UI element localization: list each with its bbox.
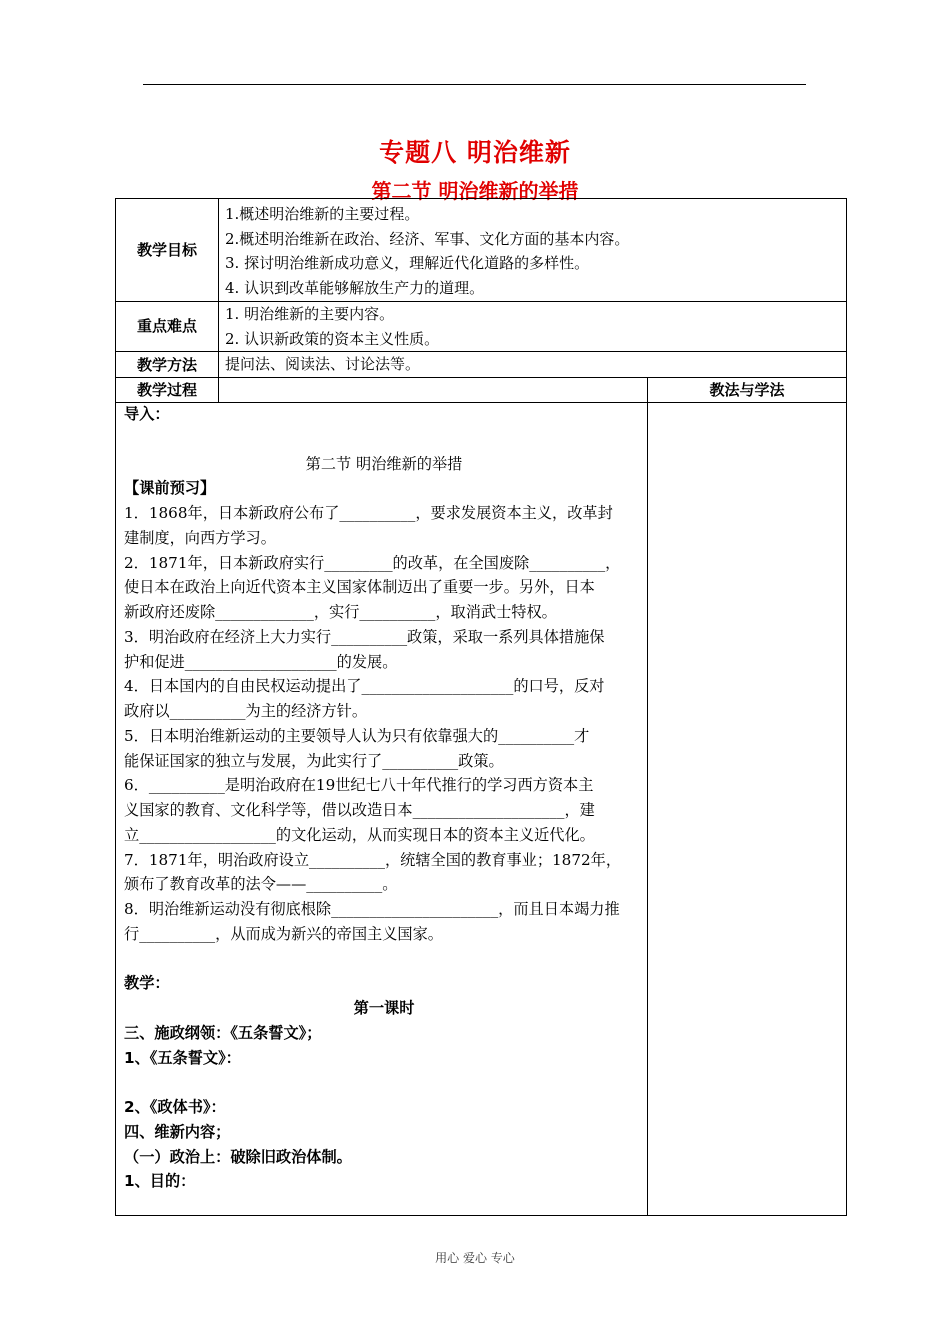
outline-line: 1、目的：: [124, 1172, 196, 1191]
preview-line: 新政府还废除_____________，实行__________，取消武士特权。: [124, 603, 557, 621]
outline-line: （一）政治上：破除旧政治体制。: [124, 1147, 352, 1166]
methods-column-header: 教法与学法: [709, 381, 785, 399]
preview-line: 4．日本国内的自由民权运动提出了____________________的口号，反对: [124, 677, 605, 696]
page-footer: 用心 爱心 专心: [435, 1251, 515, 1265]
outline-line: 三、施政纲领：《五条誓文》；: [124, 1023, 322, 1042]
goal-item: 4. 认识到改革能够解放生产力的道理。: [225, 278, 485, 297]
goal-item: 1.概述明治维新的主要过程。: [225, 205, 420, 223]
intro-label: 导入：: [124, 405, 170, 423]
preview-line: 5．日本明治维新运动的主要领导人认为只有依靠强大的__________才: [124, 726, 590, 745]
goal-item: 2.概述明治维新在政治、经济、军事、文化方面的基本内容。: [225, 229, 630, 248]
preview-line: 2．1871年，日本新政府实行_________的改革，在全国废除__________，: [124, 553, 621, 572]
preview-line: 7．1871年，明治政府设立__________，统辖全国的教育事业；1872年，: [124, 850, 622, 869]
preview-line: 颁布了教育改革的法令——__________。: [124, 875, 398, 894]
column-divider: [647, 377, 648, 1215]
header-rule: [143, 84, 806, 85]
row-divider: [116, 377, 846, 378]
preview-line: 护和促进____________________的发展。: [124, 652, 398, 671]
preview-line: 义国家的教育、文化科学等，借以改造日本____________________，建: [124, 801, 595, 819]
outline-line: 2、《政体书》：: [124, 1098, 226, 1116]
preview-line: 3．明治政府在经济上大力实行__________政策，采取一系列具体措施保: [124, 627, 605, 646]
preview-line: 1．1868年，日本新政府公布了__________，要求发展资本主义，改革封: [124, 504, 613, 522]
page-title: 专题八 明治维新: [379, 138, 571, 167]
preview-line: 行__________，从而成为新兴的帝国主义国家。: [124, 924, 443, 943]
key-points-list: [225, 302, 439, 351]
preview-line: 立__________________的文化运动，从而实现日本的资本主义近代化。: [124, 825, 595, 844]
outline-line: 1、《五条誓文》：: [124, 1048, 241, 1067]
goals-label: 教学目标: [136, 241, 197, 259]
preview-line: 政府以__________为主的经济方针。: [124, 702, 367, 720]
methods-value: 提问法、阅读法、讨论法等。: [225, 355, 421, 373]
preview-line: 8．明治维新运动没有彻底根除______________________，而且日本竭力推: [124, 900, 620, 918]
preview-heading: 【课前预习】: [124, 479, 216, 498]
goal-item: 3. 探讨明治维新成功意义，理解近代化道路的多样性。: [225, 254, 590, 272]
outline-line: 四、维新内容；: [124, 1122, 231, 1141]
key-point-item: 1. 明治维新的主要内容。: [225, 305, 395, 323]
lesson-title: 第一课时: [353, 999, 415, 1017]
process-content: [124, 402, 644, 1194]
preview-line: 6．__________是明治政府在19世纪七八十年代推行的学习西方资本主: [124, 776, 594, 795]
column-divider: [218, 199, 219, 402]
teaching-label: 教学：: [124, 974, 170, 993]
page-subtitle: 第二节 明治维新的举措: [371, 179, 579, 203]
methods-label: 教学方法: [136, 356, 197, 374]
preview-line: 能保证国家的独立与发展，为此实行了__________政策。: [124, 751, 504, 770]
key-points-label: 重点难点: [136, 317, 197, 335]
key-point-item: 2. 认识新政策的资本主义性质。: [225, 329, 440, 348]
goals-list: [225, 202, 629, 300]
process-label: 教学过程: [136, 381, 197, 399]
preview-line: 建制度，向西方学习。: [124, 528, 276, 547]
preview-line: 使日本在政治上向近代资本主义国家体制迈出了重要一步。另外，日本: [124, 578, 595, 597]
section-heading: 第二节 明治维新的举措: [305, 454, 463, 473]
